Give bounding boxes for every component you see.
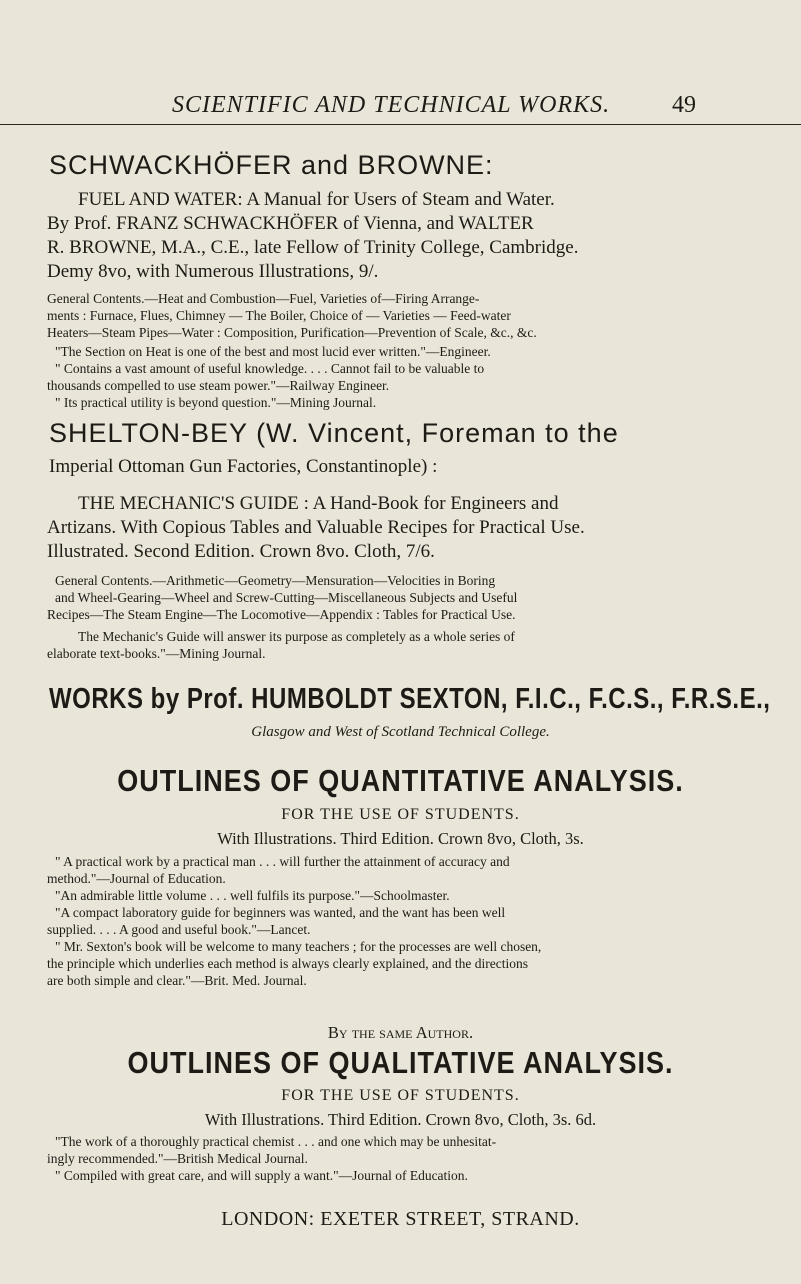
contents-line: and Wheel-Gearing—Wheel and Screw-Cutting—Miscellaneous Subjects and Useful: [55, 590, 518, 605]
qualitative-sub: FOR THE USE OF STUDENTS.: [281, 1087, 520, 1104]
review-line: elaborate text-books."—Mining Journal.: [47, 646, 266, 661]
review-line: are both simple and clear."—Brit. Med. Journal.: [47, 973, 307, 988]
review-line: " Its practical utility is beyond question."—Mining Journal.: [55, 395, 377, 410]
qualitative-reviews: [47, 1133, 759, 1184]
schwackhofer-heading: SCHWACKHÖFER and BROWNE:: [49, 150, 494, 180]
shelton-bey-subheading: Imperial Ottoman Gun Factories, Constantinople) :: [49, 456, 438, 477]
quantitative-edition: With Illustrations. Third Edition. Crown 8vo, Cloth, 3s.: [217, 829, 584, 848]
running-head-title: SCIENTIFIC AND TECHNICAL WORKS.: [172, 92, 611, 118]
review-line: ingly recommended."—British Medical Journal.: [47, 1151, 308, 1166]
title-line: Artizans. With Copious Tables and Valuable Recipes for Practical Use.: [47, 517, 585, 538]
title-line: THE MECHANIC'S GUIDE : A Hand-Book for Engineers and: [78, 493, 559, 514]
review-line: method."—Journal of Education.: [47, 871, 226, 886]
sexton-works-heading: WORKS by Prof. HUMBOLDT SEXTON, F.I.C., F.C.S., F.R.S.E.,: [49, 683, 771, 716]
schwackhofer-reviews: [47, 343, 759, 411]
same-author-line: By the same Author.: [327, 1023, 474, 1042]
contents-line: Recipes—The Steam Engine—The Locomotive—Appendix : Tables for Practical Use.: [47, 607, 516, 622]
review-line: The Mechanic's Guide will answer its purpose as completely as a whole series of: [78, 629, 515, 644]
title-line: Demy 8vo, with Numerous Illustrations, 9/.: [47, 261, 379, 282]
quantitative-reviews: [47, 853, 759, 989]
review-line: "The work of a thoroughly practical chemist . . . and one which may be unhesitat-: [55, 1134, 497, 1149]
mechanics-guide-review: [47, 628, 759, 662]
review-line: thousands compelled to use steam power."—Railway Engineer.: [47, 378, 390, 393]
mechanics-guide-contents: [47, 572, 759, 623]
quantitative-analysis-heading: OUTLINES OF QUANTITATIVE ANALYSIS.: [117, 764, 684, 798]
title-line: Illustrated. Second Edition. Crown 8vo. Cloth, 7/6.: [47, 541, 435, 562]
review-line: " A practical work by a practical man . . . will further the attainment of accuracy and: [55, 854, 510, 869]
review-line: "An admirable little volume . . . well fulfils its purpose."—Schoolmaster.: [55, 888, 450, 903]
mechanics-guide-title-block: [47, 492, 759, 564]
publisher-footer: LONDON: EXETER STREET, STRAND.: [221, 1208, 580, 1230]
schwackhofer-contents: [47, 290, 759, 341]
review-line: "The Section on Heat is one of the best and most lucid ever written."—Engineer.: [55, 344, 491, 359]
shelton-bey-heading: SHELTON-BEY (W. Vincent, Foreman to the: [49, 418, 619, 448]
review-line: " Compiled with great care, and will supply a want."—Journal of Education.: [55, 1168, 468, 1183]
review-line: " Mr. Sexton's book will be welcome to many teachers ; for the processes are well chosen,: [55, 939, 542, 954]
review-line: supplied. . . . A good and useful book."—Lancet.: [47, 922, 311, 937]
schwackhofer-title-block: [47, 188, 759, 284]
title-line: By Prof. FRANZ SCHWACKHÖFER of Vienna, and WALTER: [47, 213, 534, 234]
contents-line: General Contents.—Arithmetic—Geometry—Mensuration—Velocities in Boring: [55, 573, 496, 588]
running-head: [0, 92, 801, 125]
quantitative-sub: FOR THE USE OF STUDENTS.: [281, 806, 520, 823]
review-line: " Contains a vast amount of useful knowledge. . . . Cannot fail to be valuable to: [55, 361, 485, 376]
page-number: 49: [672, 92, 696, 118]
sexton-affiliation: Glasgow and West of Scotland Technical College.: [251, 724, 550, 740]
review-line: the principle which underlies each method is always clearly explained, and the directions: [47, 956, 528, 971]
qualitative-analysis-heading: OUTLINES OF QUALITATIVE ANALYSIS.: [127, 1046, 674, 1080]
contents-line: ments : Furnace, Flues, Chimney — The Boiler, Choice of — Varieties — Feed-water: [47, 308, 511, 323]
title-line: FUEL AND WATER: A Manual for Users of Steam and Water.: [78, 189, 555, 210]
review-line: "A compact laboratory guide for beginners was wanted, and the want has been well: [55, 905, 506, 920]
contents-line: Heaters—Steam Pipes—Water : Composition, Purification—Prevention of Scale, &c., &c.: [47, 325, 537, 340]
contents-line: General Contents.—Heat and Combustion—Fuel, Varieties of—Firing Arrange-: [47, 291, 480, 306]
title-line: R. BROWNE, M.A., C.E., late Fellow of Trinity College, Cambridge.: [47, 237, 579, 258]
qualitative-edition: With Illustrations. Third Edition. Crown 8vo, Cloth, 3s. 6d.: [204, 1110, 597, 1129]
